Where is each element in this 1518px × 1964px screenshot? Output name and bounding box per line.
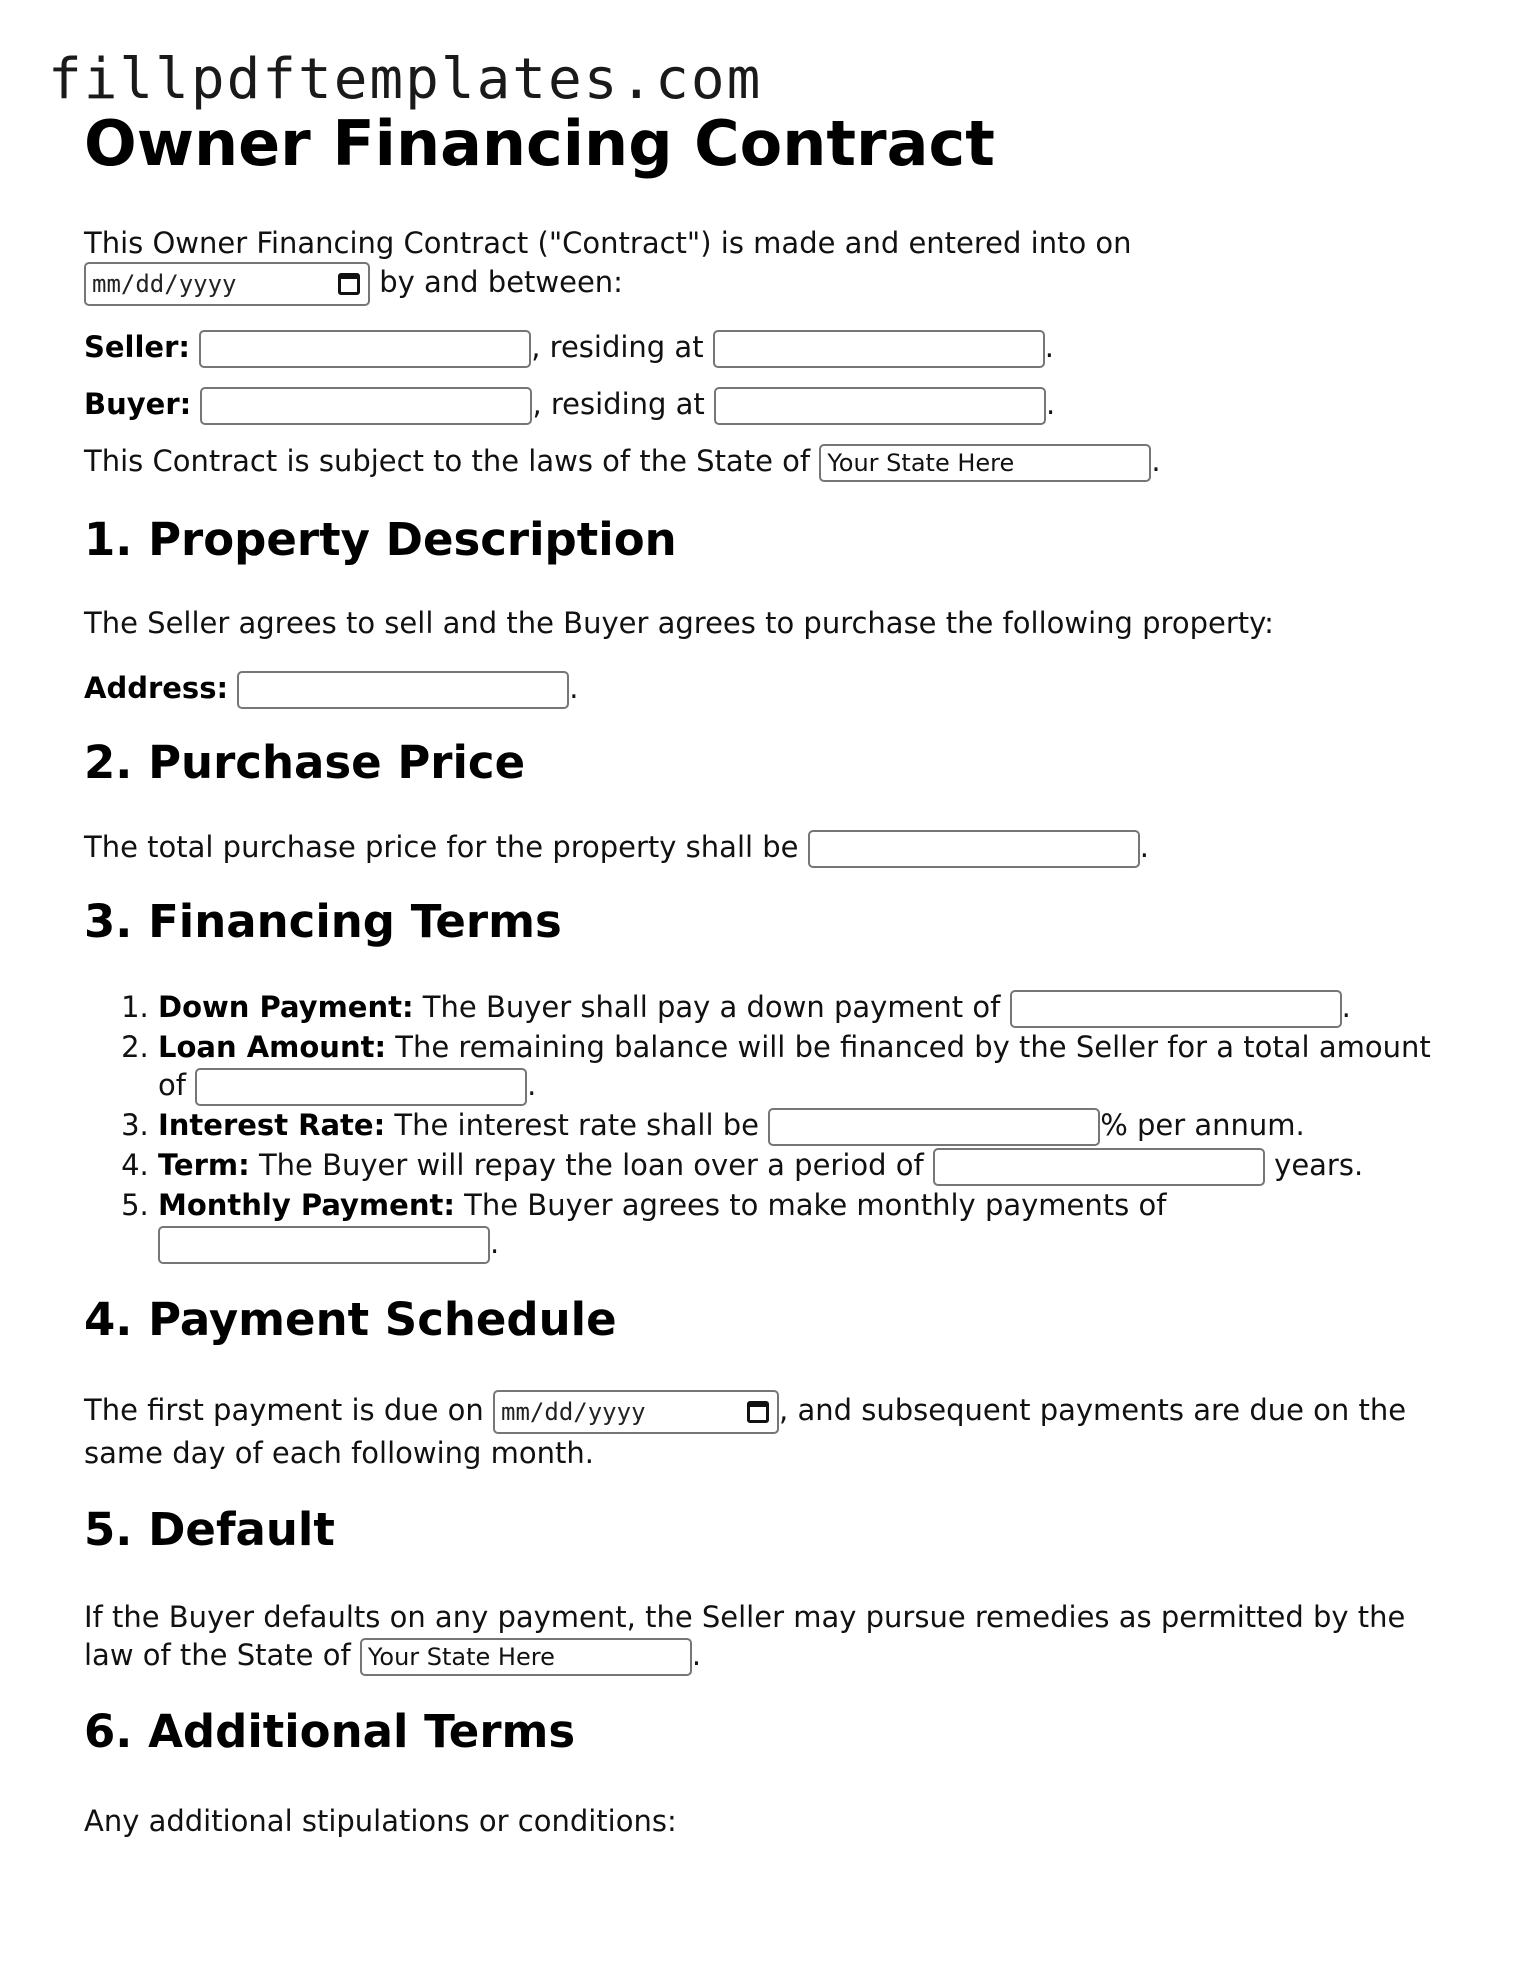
contract-date-input[interactable]: [84, 262, 370, 306]
seller-label: Seller:: [84, 330, 191, 364]
intro-paragraph: [84, 224, 1464, 306]
section-2-heading: 2. Purchase Price: [84, 736, 526, 789]
down-payment-end: .: [1341, 990, 1351, 1024]
list-item-interest-rate: [158, 1106, 1464, 1146]
property-address-input[interactable]: [237, 671, 569, 709]
interest-rate-input[interactable]: [768, 1108, 1100, 1146]
seller-name-input[interactable]: [199, 330, 531, 368]
buyer-name-input[interactable]: [200, 387, 532, 425]
purchase-price-input[interactable]: [808, 830, 1140, 868]
section-1-heading: 1. Property Description: [84, 513, 677, 566]
down-payment-input[interactable]: [1010, 990, 1342, 1028]
buyer-line: [84, 385, 1464, 425]
site-watermark: fillpdftemplates.com: [48, 47, 763, 112]
intro-text-after: by and between:: [379, 265, 623, 299]
term-end: years.: [1274, 1148, 1364, 1182]
financing-terms-list: [84, 988, 1464, 1264]
down-payment-text: The Buyer shall pay a down payment of: [422, 990, 1001, 1024]
seller-end: .: [1044, 330, 1055, 364]
calendar-icon[interactable]: [747, 1401, 769, 1423]
default-state-input[interactable]: Your State Here: [360, 1638, 692, 1676]
purchase-price-line: [84, 828, 1464, 868]
term-label: Term:: [158, 1148, 250, 1182]
default-text: If the Buyer defaults on any payment, the Seller may pursue remedies as permitted by the law of the State of: [84, 1600, 1406, 1672]
page-title: Owner Financing Contract: [84, 107, 995, 180]
seller-residing-text: , residing at: [531, 330, 704, 364]
loan-amount-text: The remaining balance will be financed by the Seller for a total amount of: [158, 1030, 1431, 1102]
calendar-icon[interactable]: [338, 273, 360, 295]
seller-line: [84, 328, 1464, 368]
interest-rate-end: % per annum.: [1100, 1108, 1305, 1142]
interest-rate-text: The interest rate shall be: [394, 1108, 760, 1142]
section-5-heading: 5. Default: [84, 1503, 335, 1556]
buyer-residing-text: , residing at: [532, 387, 705, 421]
section-6-heading: 6. Additional Terms: [84, 1705, 576, 1758]
list-item-monthly-payment: [158, 1186, 1464, 1264]
governing-law-end: .: [1151, 444, 1161, 478]
loan-amount-label: Loan Amount:: [158, 1030, 387, 1064]
governing-law-text: This Contract is subject to the laws of the State of: [84, 444, 811, 478]
list-item-loan-amount: [158, 1028, 1464, 1106]
loan-amount-end: .: [527, 1068, 537, 1102]
buyer-end: .: [1046, 387, 1056, 421]
buyer-address-input[interactable]: [714, 387, 1046, 425]
monthly-payment-end: .: [490, 1226, 500, 1260]
buyer-label: Buyer:: [84, 387, 192, 421]
section-3-heading: 3. Financing Terms: [84, 895, 562, 948]
term-text: The Buyer will repay the loan over a period of: [258, 1148, 924, 1182]
term-input[interactable]: [933, 1148, 1265, 1186]
list-item-down-payment: [158, 988, 1464, 1028]
property-address-line: [84, 669, 1464, 709]
address-end: .: [569, 671, 579, 705]
payment-schedule-text-after: , and subsequent payments are due on the same day of each following month.: [84, 1393, 1407, 1470]
purchase-price-text: The total purchase price for the property shall be: [84, 830, 799, 864]
default-end: .: [691, 1638, 702, 1672]
payment-schedule-line: [84, 1390, 1464, 1472]
intro-text: This Owner Financing Contract ("Contract") is made and entered into on: [84, 226, 1132, 260]
interest-rate-label: Interest Rate:: [158, 1108, 386, 1142]
additional-terms-text: Any additional stipulations or conditions:: [84, 1804, 677, 1838]
monthly-payment-text: The Buyer agrees to make monthly payments of: [464, 1188, 1167, 1222]
default-line: [84, 1598, 1464, 1676]
contract-date-placeholder: mm/dd/yyyy: [92, 270, 237, 298]
monthly-payment-input[interactable]: [158, 1226, 490, 1264]
address-label: Address:: [84, 671, 229, 705]
loan-amount-input[interactable]: [195, 1068, 527, 1106]
governing-state-input[interactable]: Your State Here: [819, 444, 1151, 482]
seller-address-input[interactable]: [713, 330, 1045, 368]
monthly-payment-label: Monthly Payment:: [158, 1188, 455, 1222]
section-1-text: The Seller agrees to sell and the Buyer agrees to purchase the following property:: [84, 606, 1274, 640]
first-payment-date-placeholder: mm/dd/yyyy: [501, 1398, 646, 1426]
governing-law-line: [84, 442, 1464, 482]
first-payment-date-input[interactable]: [493, 1390, 779, 1434]
section-4-heading: 4. Payment Schedule: [84, 1293, 617, 1346]
down-payment-label: Down Payment:: [158, 990, 414, 1024]
list-item-term: [158, 1146, 1464, 1186]
payment-schedule-text: The first payment is due on: [84, 1393, 484, 1427]
purchase-price-end: .: [1139, 830, 1149, 864]
contract-document: [84, 104, 1464, 1840]
